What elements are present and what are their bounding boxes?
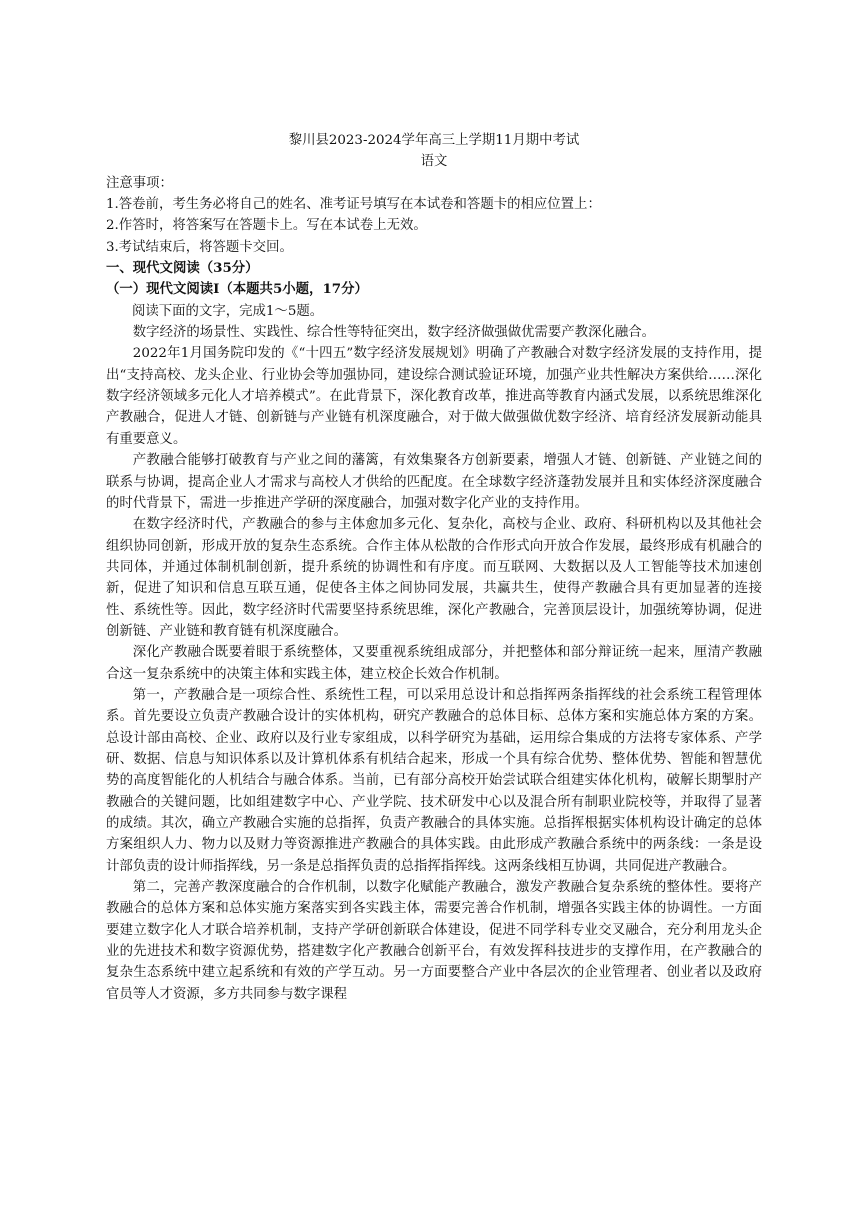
exam-title: 黎川县2023-2024学年高三上学期11月期中考试	[288, 133, 580, 148]
paragraph-5: 深化产教融合既要着眼于系统整体，又要重视系统组成部分，并把整体和部分辩证统一起来，厘清产教融合这一复杂系统中的决策主体和实践主体，建立校企长效合作机制。	[106, 645, 762, 682]
exam-page	[106, 130, 762, 1005]
paragraph-4: 在数字经济时代，产教融合的参与主体愈加多元化、复杂化，高校与企业、政府、科研机构以及其他社会组织协同创新，形成开放的复杂生态系统。合作主体从松散的合作形式向开放合作发展，最终形成有机融合的共同体，并通过体制机制创新，提升系统的协调性和有序度。而互联网、大数据以及人工智能等技术加速创新，促进了知识和信息互联互通，促使各主体之间协同发展，共赢共生，使得产教融合具有更加显著的连接性、系统性等。因此，数字经济时代需要坚持系统思维，深化产教融合，完善顶层设计，加强统筹协调，促进创新链、产业链和教育链有机深度融合。	[106, 517, 762, 639]
section-subtitle: （一）现代文阅读Ⅰ（本题共5小题，17分）	[106, 281, 368, 298]
paragraph-6: 第一，产教融合是一项综合性、系统性工程，可以采用总设计和总指挥两条指挥线的社会系统工程管理体系。首先要设立负责产教融合设计的实体机构，研究产教融合的总体目标、总体方案和实施总体方案的方案。总设计部由高校、企业、政府以及行业专家组成，以科学研究为基础，运用综合集成的方法将专家体系、产学研、数据、信息与知识体系以及计算机体系有机结合起来，形成一个具有综合优势、整体优势、智能和智慧优势的高度智能化的人机结合与融合体系。当前，已有部分高校开始尝试联合组建实体化机构，破解长期掣肘产教融合的关键问题，比如组建数字中心、产业学院、技术研发中心以及混合所有制职业院校等，并取得了显著的成绩。其次，确立产教融合实施的总指挥，负责产教融合的具体实施。总指挥根据实体机构设计确定的总体方案组织人力、物力以及财力等资源推进产教融合的具体实践。由此形成产教融合系统中的两条线：一条是设计部负责的设计师指挥线，另一条是总指挥负责的总指挥指挥线。这两条线相互协调，共同促进产教融合。	[106, 687, 762, 874]
paragraph-7: 第二，完善产教深度融合的合作机制，以数字化赋能产教融合，激发产教融合复杂系统的整体性。要将产教融合的总体方案和总体实施方案落实到各实践主体，需要完善合作机制，增强各实践主体的协调性。一方面要建立数字化人才联合培养机制，支持产学研创新联合体建设，促进不同学科专业交叉融合，充分利用龙头企业的先进技术和数字资源优势，搭建数字化产教融合创新平台，有效发挥科技进步的支撑作用，在产教融合的复杂生态系统中建立起系统和有效的产学互动。另一方面要整合产业中各层次的企业管理者、创业者以及政府官员等人才资源，多方共同参与数字课程	[106, 880, 762, 1002]
note-item-2: 2.作答时，将答案写在答题卡上。写在本试卷上无效。	[106, 218, 427, 234]
paragraph-1: 数字经济的场景性、实践性、综合性等特征突出，数字经济做强做优需要产教深化融合。	[132, 325, 656, 341]
reading-instruction: 阅读下面的文字，完成1～5题。	[132, 303, 324, 319]
paragraph-2: 2022年1月国务院印发的《“十四五”数字经济发展规划》明确了产教融合对数字经济发展的支持作用，提出“支持高校、龙头企业、行业协会等加强协同，建设综合测试验证环境，加强产业共性解决方案供给……深化数字经济领域多元化人才培养模式”。在此背景下，深化教育改革，推进高等教育内涵式发展，以系统思维深化产教融合，促进人才链、创新链与产业链有机深度融合，对于做大做强做优数字经济、培育经济发展新动能具有重要意义。	[106, 346, 762, 447]
paragraph-3: 产教融合能够打破教育与产业之间的藩篱，有效集聚各方创新要素，增强人才链、创新链、产业链之间的联系与协调，提高企业人才需求与高校人才供给的匹配度。在全球数字经济蓬勃发展并且和实体经济深度融合的时代背景下，需进一步推进产学研的深度融合，加强对数字化产业的支持作用。	[106, 453, 762, 511]
section-title: 一、现代文阅读（35分）	[106, 260, 259, 277]
note-item-3: 3.考试结束后，将答题卡交回。	[106, 239, 293, 255]
notes-heading: 注意事项：	[106, 175, 173, 191]
note-item-1: 1.答卷前，考生务必将自己的姓名、准考证号填写在本试卷和答题卡的相应位置上：	[106, 197, 601, 213]
exam-subject: 语文	[420, 154, 448, 170]
